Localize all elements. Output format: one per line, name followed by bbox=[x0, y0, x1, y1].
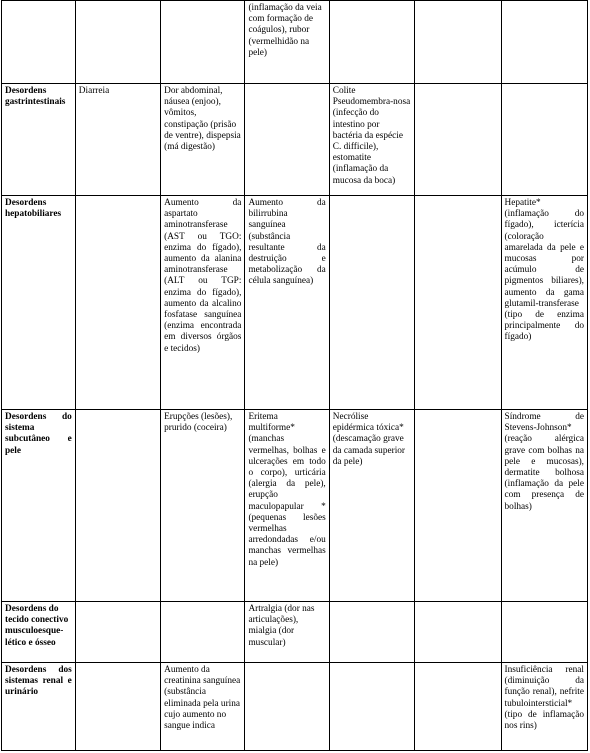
table-row bbox=[2, 196, 588, 410]
table-cell: Aumento da aspartato aminotransferase (AST ou TGO: enzima do fígado), aumento da alanina aminotransferase (ALT ou TGP: enzima do fígado), aumento da alcalino fosfatase sanguínea (enzima encontrada em diversos órgãos e tecidos) bbox=[161, 196, 245, 410]
table-cell bbox=[161, 1, 245, 84]
table-cell: Colite Pseudomembra-nosa (infecção do intestino por bactéria da espécie C. difficile), estomatite (inflamação da mucosa da boca) bbox=[329, 84, 414, 196]
table-cell bbox=[501, 1, 587, 84]
adverse-reactions-table bbox=[1, 0, 588, 751]
table-row bbox=[2, 84, 588, 196]
table-cell: (inflamação da veia com formação de coágulos), rubor (vermelhidão na pele) bbox=[245, 1, 329, 84]
category-cell: Desordens dos sistemas renal e urinário bbox=[2, 663, 76, 751]
table-cell: Aumento da bilirrubina sanguínea (substância resultante da destruição e metabolização da célula sanguínea) bbox=[245, 196, 329, 410]
table-cell bbox=[75, 196, 160, 410]
table-cell bbox=[501, 602, 587, 663]
table-cell bbox=[329, 196, 414, 410]
table-cell bbox=[75, 1, 160, 84]
table-cell bbox=[415, 1, 501, 84]
table-cell bbox=[75, 602, 160, 663]
table-cell bbox=[75, 410, 160, 602]
table-cell bbox=[75, 663, 160, 751]
table-cell bbox=[501, 84, 587, 196]
category-cell: Desordens hepatobiliares bbox=[2, 196, 76, 410]
table-cell bbox=[2, 1, 76, 84]
table-cell: Aumento da creatinina sanguínea (substância eliminada pela urina cujo aumento no sangue indica bbox=[161, 663, 245, 751]
table-cell bbox=[415, 84, 501, 196]
table-cell bbox=[245, 663, 329, 751]
table-cell bbox=[415, 663, 501, 751]
category-cell: Desordens do sistema subcutâneo e pele bbox=[2, 410, 76, 602]
table-cell bbox=[415, 196, 501, 410]
table-cell bbox=[329, 1, 414, 84]
table-cell bbox=[245, 84, 329, 196]
table-cell: Síndrome de Stevens-Johnson* (reação alérgica grave com bolhas na pele e mucosas), dermatite bolhosa (inflamação da pele com presença de bolhas) bbox=[501, 410, 587, 602]
table-cell: Hepatite* (inflamação do fígado), icterícia (coloração amarelada da pele e mucosas por acúmulo de pigmentos biliares), aumento da gama glutamil-transferase (tipo de enzima principalmente do fígado) bbox=[501, 196, 587, 410]
table-cell bbox=[415, 602, 501, 663]
table-cell bbox=[329, 602, 414, 663]
table-cell: Diarreia bbox=[75, 84, 160, 196]
table-cell bbox=[329, 663, 414, 751]
table-cell bbox=[161, 602, 245, 663]
table-cell: Artralgia (dor nas articulações), mialgia (dor muscular) bbox=[245, 602, 329, 663]
table-row bbox=[2, 410, 588, 602]
table-row bbox=[2, 663, 588, 751]
table-cell: Eritema multiforme* (manchas vermelhas, bolhas e ulcerações em todo o corpo), urticária (alergia da pele), erupção maculopapular * (pequenas lesões vermelhas arredondadas e/ou manchas vermelhas na pele) bbox=[245, 410, 329, 602]
table-cell: Necrólise epidérmica tóxica* (descamação grave da camada superior da pele) bbox=[329, 410, 414, 602]
table-cell bbox=[415, 410, 501, 602]
category-cell: Desordens do tecido conectivo musculoesque-lético e ósseo bbox=[2, 602, 76, 663]
table-cell: Dor abdominal, náusea (enjoo), vômitos, constipação (prisão de ventre), dispepsia (má digestão) bbox=[161, 84, 245, 196]
table-row bbox=[2, 1, 588, 84]
table-cell: Erupções (lesões), prurido (coceira) bbox=[161, 410, 245, 602]
table-cell: Insuficiência renal (diminuição da função renal), nefrite tubulointersticial* (tipo de inflamação nos rins) bbox=[501, 663, 587, 751]
category-cell: Desordens gastrintestinais bbox=[2, 84, 76, 196]
table-row bbox=[2, 602, 588, 663]
